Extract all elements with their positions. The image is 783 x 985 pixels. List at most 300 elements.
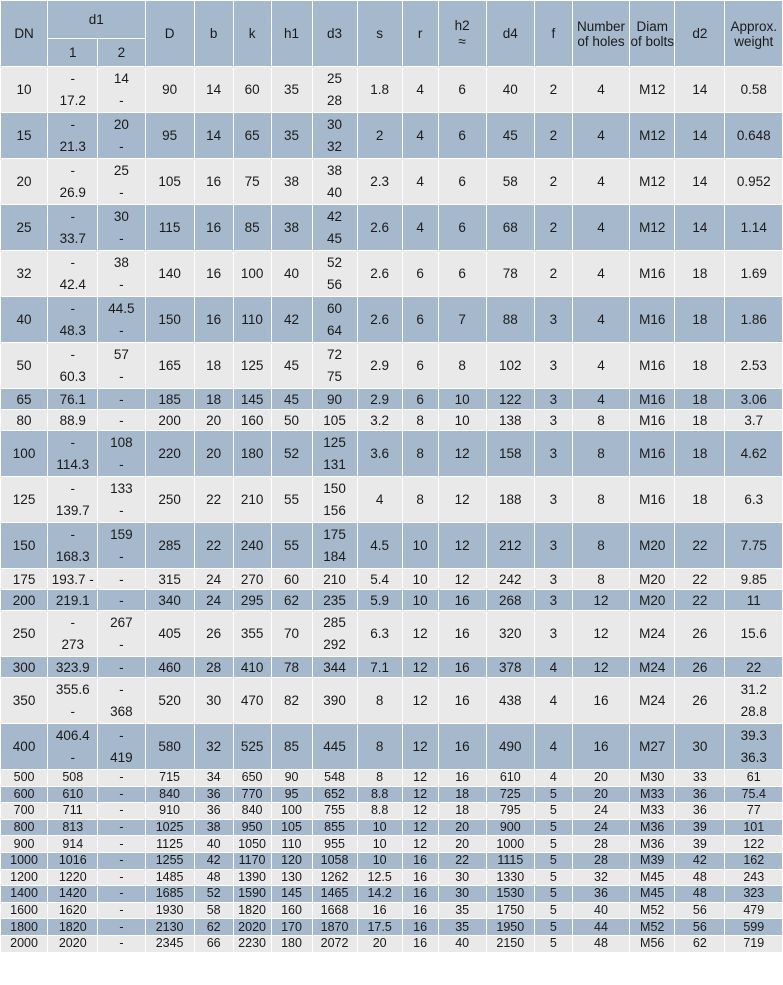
cell-value: -	[70, 300, 75, 316]
cell-k: 295	[233, 590, 271, 611]
cell-d1a	[48, 935, 98, 952]
cell-stack	[48, 523, 97, 568]
table-row	[1, 477, 783, 523]
cell-d1a	[48, 159, 98, 205]
cell-f: 3	[534, 297, 572, 343]
cell-r: 16	[402, 935, 438, 952]
cell-k: 60	[233, 67, 271, 113]
cell-weight	[725, 205, 783, 251]
cell-d1b	[98, 869, 145, 886]
header-approx-weight: Approx. weight	[725, 1, 783, 67]
cell-weight	[725, 819, 783, 836]
cell-value: -	[119, 770, 124, 785]
cell-d4: 40	[486, 67, 534, 113]
cell-bolts: M27	[630, 724, 675, 770]
cell-r: 10	[402, 569, 438, 590]
cell-k: 75	[233, 159, 271, 205]
cell-stack	[98, 205, 144, 250]
cell-weight	[725, 159, 783, 205]
cell-d4: 78	[486, 251, 534, 297]
table-row	[1, 819, 783, 836]
cell-bolts: M16	[630, 410, 675, 431]
cell-b: 42	[194, 852, 233, 869]
cell-d3	[312, 389, 357, 410]
cell-d3	[312, 523, 357, 569]
cell-weight	[725, 803, 783, 820]
cell-holes: 44	[572, 919, 629, 936]
cell-bolts: M16	[630, 477, 675, 523]
cell-value: 4.62	[740, 446, 767, 461]
cell-d4: 1950	[486, 919, 534, 936]
cell-b: 14	[194, 113, 233, 159]
cell-h1: 110	[271, 836, 312, 853]
cell-s: 4	[357, 477, 402, 523]
cell-bolts: M16	[630, 251, 675, 297]
cell-d1a	[48, 205, 98, 251]
cell-d3	[312, 869, 357, 886]
cell-b: 30	[194, 678, 233, 724]
cell-r: 4	[402, 205, 438, 251]
cell-h2: 16	[438, 590, 486, 611]
cell-d2: 14	[675, 205, 725, 251]
cell-k: 270	[233, 569, 271, 590]
cell-d4: 378	[486, 657, 534, 678]
table-row	[1, 678, 783, 724]
cell-value: -	[119, 456, 124, 472]
cell-holes: 4	[572, 251, 629, 297]
cell-value: 419	[110, 749, 133, 765]
cell-s: 8	[357, 770, 402, 787]
cell-stack	[48, 724, 97, 769]
cell-value: -	[70, 162, 75, 178]
cell-d4: 1115	[486, 852, 534, 869]
cell-k: 100	[233, 251, 271, 297]
cell-k: 1590	[233, 886, 271, 903]
cell-d1a	[48, 869, 98, 886]
table-body	[1, 67, 783, 953]
cell-holes: 4	[572, 159, 629, 205]
cell-d1b	[98, 935, 145, 952]
cell-value: 28	[327, 92, 343, 108]
cell-d2: 14	[675, 159, 725, 205]
cell-d2: 18	[675, 410, 725, 431]
cell-value: 1465	[320, 886, 349, 901]
cell-d1a	[48, 902, 98, 919]
cell-s: 20	[357, 935, 402, 952]
cell-value: -	[119, 276, 124, 292]
cell-dn: 300	[1, 657, 48, 678]
cell-value: 90	[327, 391, 343, 407]
cell-value: 1620	[58, 903, 87, 918]
cell-k: 2230	[233, 935, 271, 952]
cell-bolts: M16	[630, 297, 675, 343]
cell-k: 180	[233, 431, 271, 477]
cell-d1a	[48, 886, 98, 903]
cell-d1b	[98, 67, 145, 113]
cell-stack	[313, 297, 357, 342]
cell-d1a	[48, 297, 98, 343]
cell-r: 16	[402, 902, 438, 919]
cell-k: 1050	[233, 836, 271, 853]
cell-holes: 8	[572, 431, 629, 477]
cell-value: -	[119, 727, 124, 743]
cell-value: 42	[327, 208, 343, 224]
cell-value: 60	[327, 300, 343, 316]
cell-r: 12	[402, 803, 438, 820]
cell-value: 368	[110, 703, 133, 719]
cell-stack	[98, 67, 144, 112]
cell-value: 38	[113, 254, 129, 270]
cell-h2: 20	[438, 836, 486, 853]
cell-r: 4	[402, 113, 438, 159]
cell-d1a	[48, 569, 98, 590]
table-row	[1, 251, 783, 297]
cell-value: -	[119, 92, 124, 108]
cell-value: -	[70, 434, 75, 450]
cell-holes: 40	[572, 902, 629, 919]
cell-d4: 610	[486, 770, 534, 787]
cell-r: 12	[402, 724, 438, 770]
cell-value: 344	[323, 659, 346, 675]
cell-d3	[312, 343, 357, 389]
cell-stack	[313, 431, 357, 476]
cell-d1a	[48, 389, 98, 410]
cell-b: 58	[194, 902, 233, 919]
cell-f: 4	[534, 770, 572, 787]
cell-value: 2020	[58, 936, 87, 951]
cell-r: 12	[402, 657, 438, 678]
cell-value: 105	[323, 412, 346, 428]
cell-f: 2	[534, 67, 572, 113]
cell-d3	[312, 205, 357, 251]
cell-h2: 18	[438, 786, 486, 803]
cell-value: -	[119, 502, 124, 518]
cell-value: 210	[323, 571, 346, 587]
cell-k: 65	[233, 113, 271, 159]
cell-value: 285	[323, 614, 346, 630]
cell-dn: 1200	[1, 869, 48, 886]
cell-value: 32	[327, 138, 343, 154]
cell-bolts: M30	[630, 770, 675, 787]
cell-d1a	[48, 590, 98, 611]
cell-f: 3	[534, 611, 572, 657]
cell-value: -	[70, 614, 75, 630]
cell-value: 159	[110, 526, 133, 542]
cell-stack	[313, 251, 357, 296]
cell-h1: 38	[271, 159, 312, 205]
cell-value: -	[119, 230, 124, 246]
table-row	[1, 770, 783, 787]
cell-h1: 55	[271, 477, 312, 523]
table-row	[1, 836, 783, 853]
cell-b: 16	[194, 251, 233, 297]
table-row	[1, 657, 783, 678]
cell-h1: 35	[271, 67, 312, 113]
cell-value: 17.2	[59, 92, 86, 108]
cell-d2: 62	[675, 935, 725, 952]
header-k: k	[233, 1, 271, 67]
cell-d2: 56	[675, 919, 725, 936]
cell-h1: 130	[271, 869, 312, 886]
cell-d1b	[98, 786, 145, 803]
cell-value: 1058	[320, 853, 349, 868]
cell-stack	[313, 67, 357, 112]
cell-d4: 320	[486, 611, 534, 657]
cell-dn: 100	[1, 431, 48, 477]
cell-d4: 1330	[486, 869, 534, 886]
cell-value: 3.7	[744, 412, 764, 428]
cell-holes: 4	[572, 205, 629, 251]
cell-value: -	[119, 903, 124, 918]
table-row	[1, 869, 783, 886]
cell-value: 38	[327, 162, 343, 178]
cell-d2: 14	[675, 113, 725, 159]
cell-holes: 12	[572, 611, 629, 657]
cell-value: 139.7	[55, 502, 90, 518]
cell-value: -	[70, 116, 75, 132]
cell-d1b	[98, 410, 145, 431]
cell-d2: 33	[675, 770, 725, 787]
cell-dn: 700	[1, 803, 48, 820]
cell-value: -	[119, 659, 124, 675]
cell-value: -	[119, 803, 124, 818]
cell-s: 12.5	[357, 869, 402, 886]
cell-k: 950	[233, 819, 271, 836]
cell-value: -	[119, 592, 124, 608]
cell-value: 193.7 -	[51, 571, 94, 587]
cell-bolts: M24	[630, 611, 675, 657]
cell-h1: 60	[271, 569, 312, 590]
cell-k: 145	[233, 389, 271, 410]
cell-d: 150	[145, 297, 194, 343]
cell-d2: 18	[675, 389, 725, 410]
cell-value: 610	[62, 786, 84, 801]
cell-d: 250	[145, 477, 194, 523]
cell-d2: 39	[675, 836, 725, 853]
cell-f: 3	[534, 523, 572, 569]
cell-value: 292	[323, 636, 346, 652]
cell-bolts: M52	[630, 902, 675, 919]
cell-value: 1262	[320, 869, 349, 884]
cell-k: 1170	[233, 852, 271, 869]
cell-h1: 160	[271, 902, 312, 919]
cell-value: 52	[327, 254, 343, 270]
cell-k: 160	[233, 410, 271, 431]
cell-k: 1820	[233, 902, 271, 919]
cell-r: 8	[402, 477, 438, 523]
cell-h2: 35	[438, 919, 486, 936]
cell-k: 650	[233, 770, 271, 787]
cell-stack	[48, 113, 97, 158]
cell-d4: 45	[486, 113, 534, 159]
cell-value: 7.75	[740, 538, 767, 553]
cell-weight	[725, 389, 783, 410]
cell-value: 0.648	[736, 128, 771, 143]
cell-bolts: M20	[630, 523, 675, 569]
cell-f: 5	[534, 886, 572, 903]
header-h2	[438, 1, 486, 67]
cell-h1: 100	[271, 803, 312, 820]
cell-value: 0.58	[740, 82, 767, 97]
cell-f: 5	[534, 919, 572, 936]
cell-d: 200	[145, 410, 194, 431]
table-row	[1, 205, 783, 251]
cell-value: 150	[323, 480, 346, 496]
cell-b: 16	[194, 297, 233, 343]
cell-r: 6	[402, 343, 438, 389]
cell-s: 5.4	[357, 569, 402, 590]
cell-h2: 6	[438, 159, 486, 205]
cell-value: 719	[743, 936, 765, 951]
header-h2-label: h2	[454, 18, 470, 34]
cell-weight	[725, 657, 783, 678]
cell-b: 22	[194, 477, 233, 523]
cell-r: 6	[402, 389, 438, 410]
cell-value: 25	[327, 70, 343, 86]
cell-value: 855	[324, 820, 345, 835]
cell-d4: 438	[486, 678, 534, 724]
cell-value: -	[70, 749, 75, 765]
cell-dn: 1400	[1, 886, 48, 903]
cell-d1b	[98, 836, 145, 853]
cell-s: 3.6	[357, 431, 402, 477]
cell-holes: 28	[572, 852, 629, 869]
cell-d1a	[48, 67, 98, 113]
cell-h2: 35	[438, 902, 486, 919]
table-row	[1, 935, 783, 952]
cell-stack	[98, 159, 144, 204]
cell-value: -	[70, 254, 75, 270]
header-b: b	[194, 1, 233, 67]
cell-stack	[48, 159, 97, 204]
cell-r: 8	[402, 431, 438, 477]
cell-weight	[725, 523, 783, 569]
cell-f: 2	[534, 159, 572, 205]
cell-f: 5	[534, 786, 572, 803]
cell-value: 125	[323, 434, 346, 450]
cell-d2: 14	[675, 67, 725, 113]
cell-value: -	[70, 703, 75, 719]
cell-value: -	[70, 480, 75, 496]
cell-value: -	[119, 836, 124, 851]
cell-value: -	[119, 412, 124, 428]
table-row	[1, 852, 783, 869]
cell-stack	[313, 523, 357, 568]
cell-h1: 45	[271, 343, 312, 389]
cell-r: 6	[402, 297, 438, 343]
cell-value: -	[119, 936, 124, 951]
header-d3: d3	[312, 1, 357, 67]
cell-r: 10	[402, 523, 438, 569]
cell-dn: 10	[1, 67, 48, 113]
cell-weight	[725, 297, 783, 343]
cell-f: 5	[534, 869, 572, 886]
cell-d: 520	[145, 678, 194, 724]
cell-value: 323.9	[55, 659, 90, 675]
cell-bolts: M16	[630, 343, 675, 389]
cell-s: 8.8	[357, 803, 402, 820]
cell-h2: 8	[438, 343, 486, 389]
cell-holes: 8	[572, 410, 629, 431]
cell-h2: 12	[438, 477, 486, 523]
cell-h1: 45	[271, 389, 312, 410]
cell-d: 220	[145, 431, 194, 477]
cell-d2: 48	[675, 886, 725, 903]
cell-value: 75	[327, 368, 343, 384]
cell-value: 44.5	[108, 300, 135, 316]
cell-value: 445	[323, 739, 346, 754]
cell-d1b	[98, 251, 145, 297]
cell-s: 1.8	[357, 67, 402, 113]
cell-h2: 6	[438, 251, 486, 297]
cell-value: -	[119, 919, 124, 934]
cell-r: 4	[402, 67, 438, 113]
cell-value: 1220	[58, 869, 87, 884]
cell-d4: 158	[486, 431, 534, 477]
cell-value: 15.6	[740, 626, 767, 641]
cell-h2: 22	[438, 852, 486, 869]
cell-dn: 50	[1, 343, 48, 389]
cell-holes: 8	[572, 569, 629, 590]
cell-weight	[725, 919, 783, 936]
cell-b: 52	[194, 886, 233, 903]
cell-h1: 35	[271, 113, 312, 159]
cell-value: 20	[113, 116, 129, 132]
cell-holes: 4	[572, 297, 629, 343]
cell-r: 16	[402, 886, 438, 903]
cell-d: 1930	[145, 902, 194, 919]
cell-k: 125	[233, 343, 271, 389]
cell-value: -	[119, 548, 124, 564]
cell-b: 26	[194, 611, 233, 657]
cell-r: 4	[402, 159, 438, 205]
cell-value: 133	[110, 480, 133, 496]
cell-value: 122	[743, 836, 765, 851]
cell-d: 1485	[145, 869, 194, 886]
cell-h1: 62	[271, 590, 312, 611]
cell-f: 4	[534, 657, 572, 678]
approx-symbol: ≈	[458, 32, 466, 49]
cell-k: 410	[233, 657, 271, 678]
cell-value: -	[119, 571, 124, 587]
cell-d3	[312, 251, 357, 297]
cell-h1: 70	[271, 611, 312, 657]
cell-d4: 68	[486, 205, 534, 251]
cell-d: 1025	[145, 819, 194, 836]
cell-d3	[312, 770, 357, 787]
cell-k: 85	[233, 205, 271, 251]
cell-b: 16	[194, 159, 233, 205]
cell-stack	[98, 523, 144, 568]
cell-holes: 16	[572, 678, 629, 724]
table-row	[1, 590, 783, 611]
cell-value: 25	[113, 162, 129, 178]
cell-weight	[725, 935, 783, 952]
cell-d1b	[98, 389, 145, 410]
cell-s: 2.6	[357, 251, 402, 297]
cell-d1b	[98, 678, 145, 724]
cell-value: 711	[62, 803, 83, 818]
cell-holes: 20	[572, 786, 629, 803]
cell-bolts: M12	[630, 67, 675, 113]
cell-b: 28	[194, 657, 233, 678]
header-d1-series-1: 1	[48, 39, 98, 67]
cell-value: 60.3	[59, 368, 86, 384]
cell-f: 3	[534, 477, 572, 523]
cell-b: 24	[194, 569, 233, 590]
cell-f: 2	[534, 205, 572, 251]
cell-stack	[313, 113, 357, 158]
